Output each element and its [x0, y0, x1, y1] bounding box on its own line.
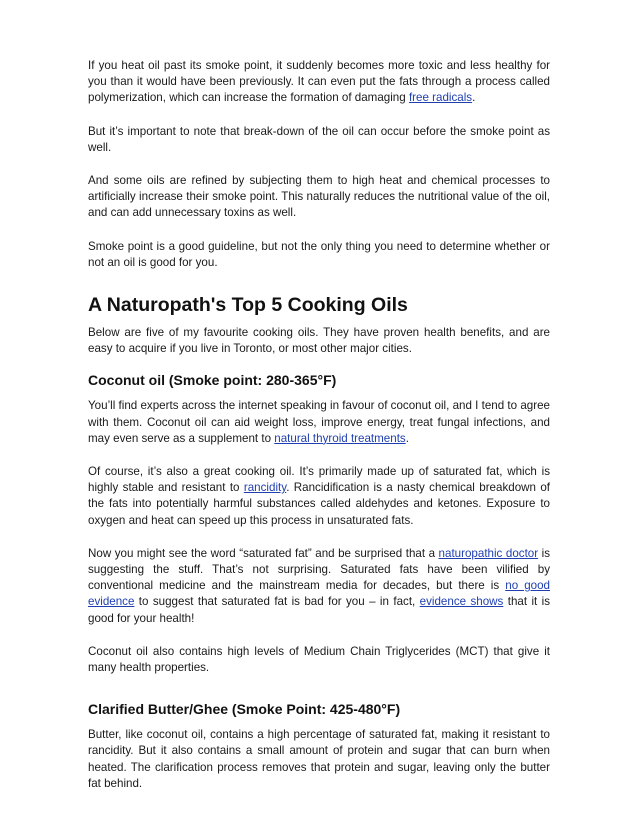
paragraph-saturated-fat: Now you might see the word “saturated fat” and be surprised that a naturopathic doctor is suggesting the stuff. That’s not surprising. Saturated fats have been vilified by conventional medicine and the mainstream media for decades, but there is no good evidence to suggest that saturated fat is bad for you – in fact, evidence shows that it is good for your health! — [88, 546, 551, 625]
subheading-clarified-butter: Clarified Butter/Ghee (Smoke Point: 425-480°F) — [88, 701, 401, 718]
paragraph-guideline: Smoke point is a good guideline, but not the only thing you need to determine whether or not an oil is good for you. — [88, 239, 550, 269]
evidence-shows-link[interactable]: evidence shows — [419, 595, 504, 609]
paragraph-refined-oils: And some oils are refined by subjecting them to high heat and chemical processes to artificially increase their smoke point. This naturally reduces the nutritional value of the oil, and can add unnecessary toxins as well. — [88, 174, 550, 220]
free-radicals-link[interactable]: free radicals — [408, 91, 473, 105]
rancidity-link[interactable]: rancidity — [243, 481, 287, 495]
no-good-evidence-link[interactable]: no good evidence — [88, 579, 550, 609]
paragraph-coconut-benefits: You’ll find experts across the internet speaking in favour of coconut oil, and I tend to agree with them. Coconut oil can aid weight loss, improve energy, treat fungal infections, and may even serve as a supplement to natural thyroid treatments. — [88, 399, 550, 445]
section-heading-top-5-oils: A Naturopath's Top 5 Cooking Oils — [88, 294, 408, 317]
paragraph-breakdown: But it’s important to note that break-down of the oil can occur before the smoke point as well. — [88, 124, 550, 154]
paragraph-butter: Butter, like coconut oil, contains a high percentage of saturated fat, making it resistant to rancidity. But it also contains a small amount of protein and sugar that can burn when heated. The clarification process removes that protein and sugar, leaving only the butter fat behind. — [88, 728, 550, 790]
paragraph-intro: Below are five of my favourite cooking oils. They have proven health benefits, and are easy to acquire if you live in Toronto, or most other major cities. — [88, 326, 550, 356]
paragraph-mct: Coconut oil also contains high levels of Medium Chain Triglycerides (MCT) that give it many health properties. — [88, 644, 550, 675]
paragraph-smoke-point-toxicity: If you heat oil past its smoke point, it suddenly becomes more toxic and less healthy for you than it would have been previously. It can even put the fats through a process called polymerization, which can increase the formation of damaging free radicals. — [88, 59, 550, 105]
subheading-coconut-oil: Coconut oil (Smoke point: 280-365°F) — [88, 372, 337, 389]
document-page — [88, 58, 550, 792]
paragraph-rancidity: Of course, it’s also a great cooking oil. It’s primarily made up of saturated fat, which is highly stable and resistant to rancidity. Rancidification is a nasty chemical breakdown of the fats into potentially harmful substances called aldehydes and ketones. Exposure to oxygen and heat can speed up this process in unsaturated fats. — [88, 465, 550, 527]
naturopathic-doctor-link[interactable]: naturopathic doctor — [438, 546, 539, 560]
natural-thyroid-treatments-link[interactable]: natural thyroid treatments — [274, 431, 406, 445]
